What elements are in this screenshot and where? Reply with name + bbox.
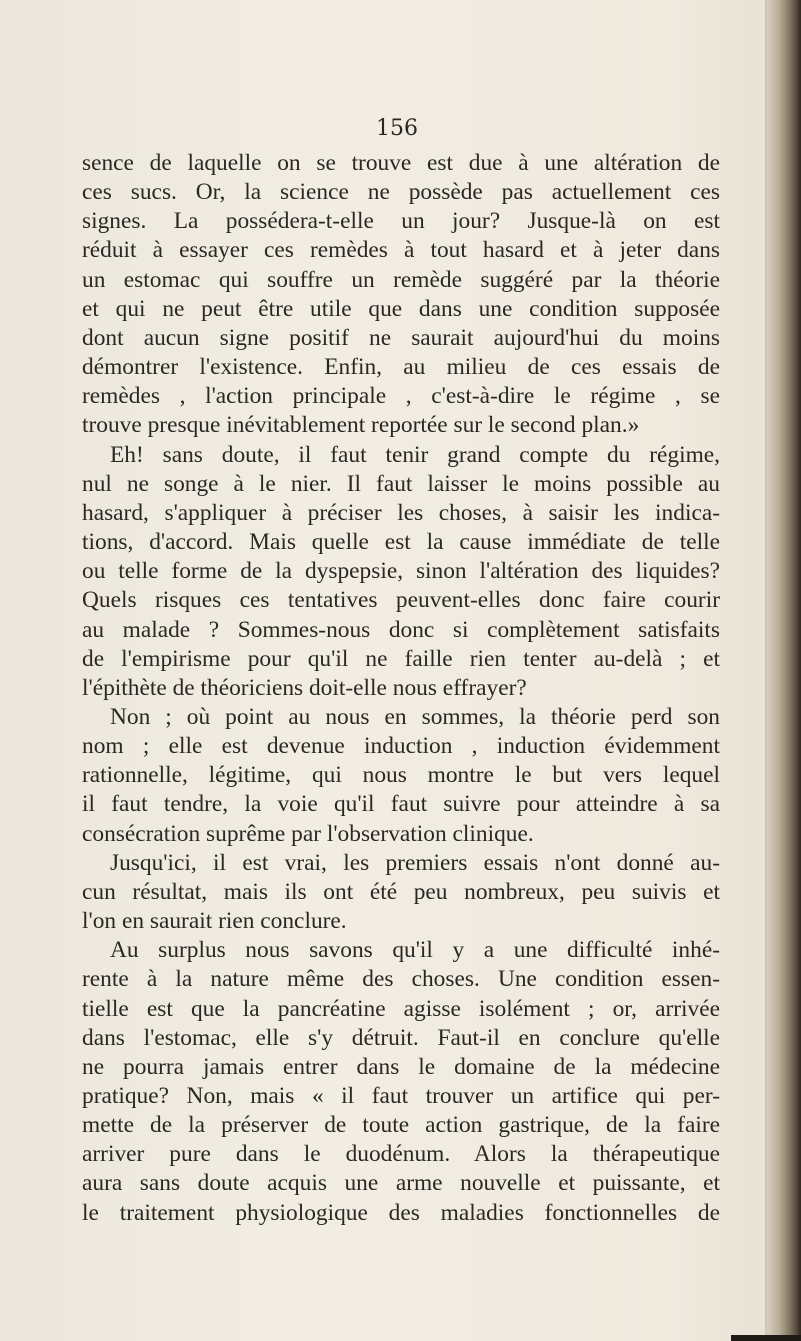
text-line: le traitement physiologique des maladies fonctionnelles de <box>82 1199 720 1226</box>
text-line: l'épithète de théoriciens doit-elle nous effrayer? <box>82 674 527 701</box>
text-line: ces sucs. Or, la science ne possède pas actuellement ces <box>82 179 720 206</box>
text-line: signes. La possédera-t-elle un jour? Jusque-là on est <box>82 208 720 235</box>
text-line: au malade ? Sommes-nous donc si complètement satisfaits <box>82 616 720 643</box>
text-line: démontrer l'existence. Enfin, au milieu de ces essais de <box>82 354 720 381</box>
body-text <box>82 149 720 1228</box>
text-line: de l'empirisme pour qu'il ne faille rien tenter au-delà ; et <box>82 645 720 672</box>
text-line: remèdes , l'action principale , c'est-à-dire le régime , se <box>82 383 720 410</box>
text-line: tielle est que la pancréatine agisse isolément ; or, arrivée <box>82 995 720 1022</box>
text-line: trouve presque inévitablement reportée sur le second plan.» <box>82 412 640 439</box>
page-edge-shadow <box>767 0 801 1341</box>
text-line: dont aucun signe positif ne saurait aujourd'hui du moins <box>82 324 720 351</box>
text-line: et qui ne peut être utile que dans une condition supposée <box>82 295 720 322</box>
text-line: cun résultat, mais ils ont été peu nombreux, peu suivis et <box>82 878 720 905</box>
binding-mark <box>731 1335 801 1341</box>
text-line: pratique? Non, mais « il faut trouver un artifice qui per- <box>82 1083 720 1109</box>
text-line: rationnelle, légitime, qui nous montre le but vers lequel <box>82 762 720 789</box>
text-line: dans l'estomac, elle s'y détruit. Faut-il en conclure qu'elle <box>82 1024 720 1051</box>
text-line: aura sans doute acquis une arme nouvelle et puissante, et <box>82 1170 720 1197</box>
text-line: ne pourra jamais entrer dans le domaine de la médecine <box>82 1053 720 1080</box>
text-line: réduit à essayer ces remèdes à tout hasard et à jeter dans <box>82 237 720 264</box>
text-line: arriver pure dans le duodénum. Alors la thérapeutique <box>82 1141 720 1168</box>
paragraph-start-line: Au surplus nous savons qu'il y a une difficulté inhé- <box>110 937 720 964</box>
text-line: nul ne songe à le nier. Il faut laisser le moins possible au <box>82 470 720 497</box>
text-line: un estomac qui souffre un remède suggéré par la théorie <box>82 266 720 293</box>
paragraph-start-line: Eh! sans doute, il faut tenir grand compte du régime, <box>110 441 720 468</box>
text-line: tions, d'accord. Mais quelle est la cause immédiate de telle <box>82 529 720 556</box>
text-line: il faut tendre, la voie qu'il faut suivre pour atteindre à sa <box>82 791 720 818</box>
text-line: hasard, s'appliquer à préciser les choses, à saisir les indica- <box>82 499 720 526</box>
paragraph-start-line: Non ; où point au nous en sommes, la théorie perd son <box>110 703 720 730</box>
text-line: rente à la nature même des choses. Une condition essen- <box>82 966 720 993</box>
text-line: l'on en saurait rien conclure. <box>82 908 347 935</box>
text-line: Quels risques ces tentatives peuvent-elles donc faire courir <box>82 587 720 614</box>
text-line: mette de la préserver de toute action gastrique, de la faire <box>82 1112 720 1139</box>
text-line: consécration suprême par l'observation clinique. <box>82 820 534 847</box>
page-number: 156 <box>376 116 418 141</box>
text-line: nom ; elle est devenue induction , induction évidemment <box>82 733 720 760</box>
text-line: sence de laquelle on se trouve est due à une altération de <box>82 150 720 176</box>
paragraph-start-line: Jusqu'ici, il est vrai, les premiers essais n'ont donné au- <box>110 849 720 876</box>
text-line: ou telle forme de la dyspepsie, sinon l'altération des liquides? <box>82 558 720 585</box>
